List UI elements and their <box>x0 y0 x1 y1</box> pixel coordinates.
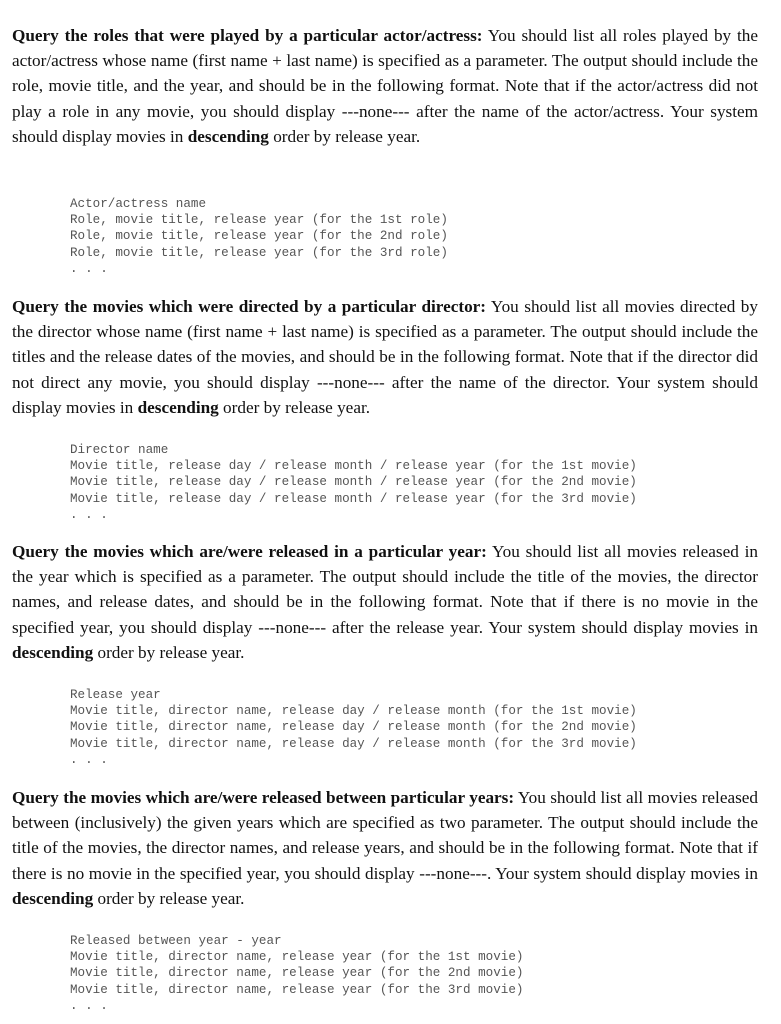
example-line: Movie title, release day / release month / release year (for the 3rd movie) <box>70 491 637 506</box>
section-director-movies <box>12 294 758 522</box>
example-line: Role, movie title, release year (for the 3rd role) <box>70 245 448 260</box>
paragraph-text: You should list all roles played by the actor/actress whose name (first name + last name) is specified as a parameter. The output should include the role, movie title, and the year, and should be in the following format. Note that if the actor/actress did not play a role in any movie, you should display ---none--- after the name of the actor/actress. Your system should display movies in <box>12 26 758 146</box>
example-format-block <box>70 933 523 1014</box>
paragraph <box>12 294 758 420</box>
paragraph-text: order by release year. <box>218 397 371 417</box>
example-line: . . . <box>70 752 108 767</box>
paragraph-text: You should list all movies directed by the director whose name (first name + last name) is specified as a parameter. The output should include the titles and the release dates of the movies, and should be in the following format. Note that if the director did not direct any movie, you should display ---none--- after the name of the director. Your system should display movies in <box>12 297 758 417</box>
example-line: Role, movie title, release year (for the 2nd role) <box>70 229 448 244</box>
example-line: Director name <box>70 443 169 457</box>
example-line: Role, movie title, release year (for the 1st role) <box>70 213 448 228</box>
emphasis-text: descending <box>12 888 94 908</box>
example-line: Movie title, director name, release year (for the 3rd movie) <box>70 982 524 997</box>
example-line: . . . <box>70 507 108 522</box>
example-line: Movie title, release day / release month / release year (for the 1st movie) <box>70 459 637 474</box>
example-line: Released between year - year <box>70 934 282 948</box>
example-line: Movie title, director name, release year (for the 1st movie) <box>70 950 524 965</box>
example-line: Movie title, release day / release month / release year (for the 2nd movie) <box>70 475 637 490</box>
section-heading: Query the roles that were played by a particular actor/actress: <box>12 26 483 45</box>
paragraph-text: order by release year. <box>93 888 245 908</box>
section-heading: Query the movies which are/were released in a particular year: <box>12 542 487 561</box>
section-heading: Query the movies which are/were released between particular years: <box>12 788 515 807</box>
paragraph <box>12 23 758 149</box>
paragraph-text: order by release year. <box>93 642 245 662</box>
section-heading: Query the movies which were directed by a particular director: <box>12 297 487 316</box>
example-line: Movie title, director name, release day / release month (for the 1st movie) <box>70 704 637 719</box>
section-between-years-movies <box>12 785 759 1013</box>
paragraph <box>12 539 758 665</box>
paragraph-text: You should list all movies released in the year which is specified as a parameter. The output should include the title of the movies, the director names, and release dates, and should be in the following format. Note that if there is no movie in the specified year, you should display ---none--- after the release year. Your system should display movies in <box>12 542 758 637</box>
emphasis-text: descending <box>187 126 269 146</box>
example-line: . . . <box>70 261 108 276</box>
example-format-block <box>70 196 448 277</box>
example-line: Movie title, director name, release day / release month (for the 3rd movie) <box>70 736 637 751</box>
example-line: Release year <box>70 688 161 702</box>
paragraph <box>12 785 758 911</box>
emphasis-text: descending <box>137 397 219 417</box>
example-line: Movie title, director name, release year (for the 2nd movie) <box>70 966 524 981</box>
section-actor-roles <box>12 23 758 276</box>
paragraph-text: You should list all movies released between (inclusively) the given years which are specified as two parameter. The output should include the title of the movies, the director names, and release years, and should be in the following format. Note that if there is no movie in the specified year, you should display ---none---. Your system should display movies in <box>12 788 759 883</box>
example-line: Movie title, director name, release day / release month (for the 2nd movie) <box>70 720 637 735</box>
example-line: Actor/actress name <box>70 197 207 211</box>
paragraph-text: order by release year. <box>268 126 421 146</box>
example-format-block <box>70 687 637 768</box>
section-year-movies <box>12 539 758 767</box>
example-line: . . . <box>70 998 108 1013</box>
emphasis-text: descending <box>12 642 94 662</box>
example-format-block <box>70 442 637 523</box>
